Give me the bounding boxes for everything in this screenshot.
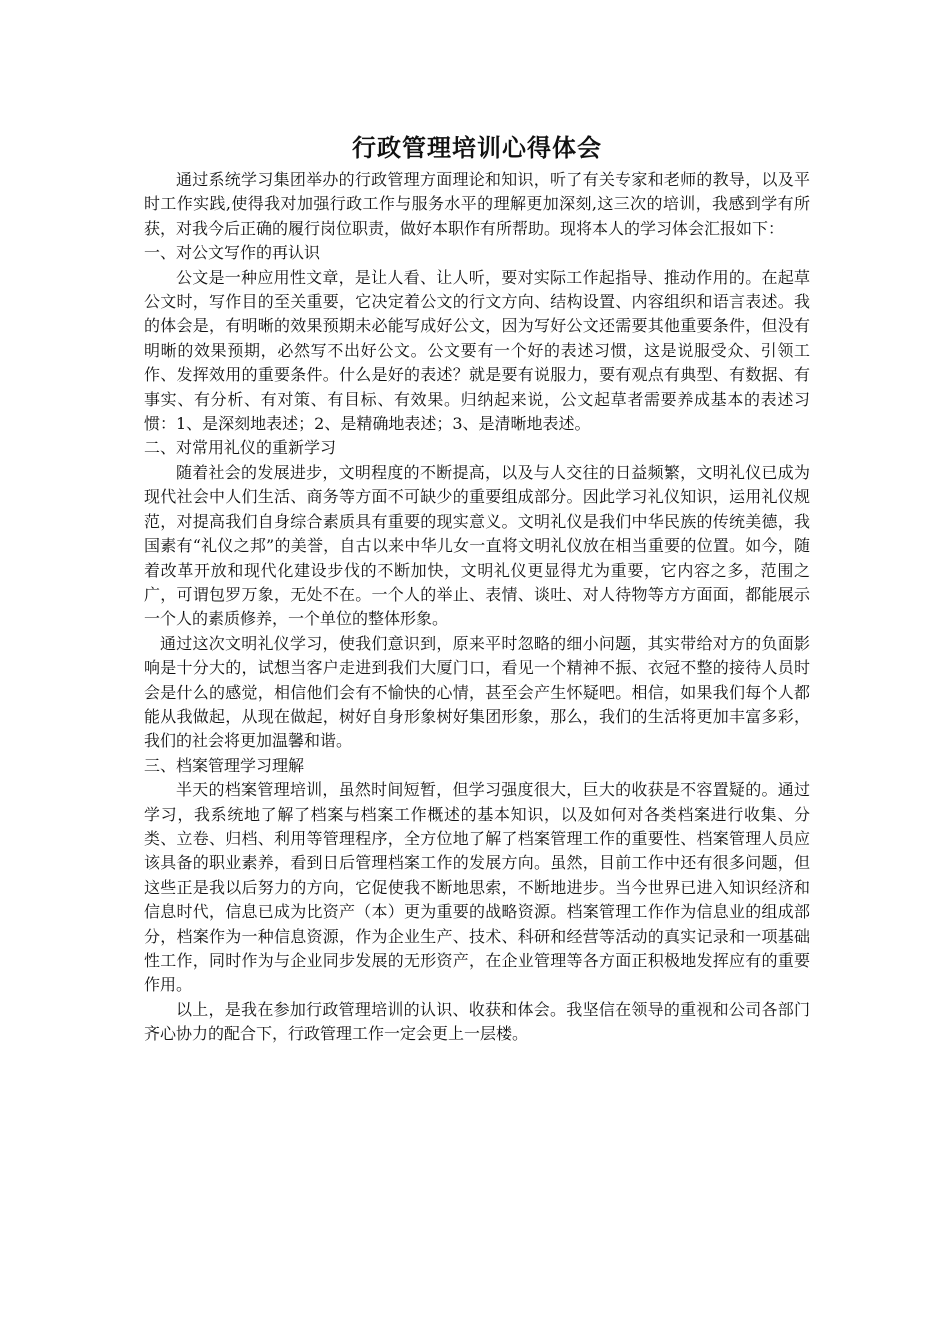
section-2-paragraph-2: 通过这次文明礼仪学习，使我们意识到，原来平时忽略的细小问题，其实带给对方的负面影响是十分大的，试想当客户走进到我们大厦门口，看见一个精神不振、衣冠不整的接待人员时会是什么的感觉，相信他们会有不愉快的心情，甚至会产生怀疑吧。相信，如果我们每个人都能从我做起，从现在做起，树好自身形象树好集团形象，那么，我们的生活将更加丰富多彩，我们的社会将更加温馨和谐。	[144, 633, 810, 751]
section-heading-1: 一、对公文写作的再认识	[144, 243, 321, 263]
conclusion-paragraph: 以上，是我在参加行政管理培训的认识、收获和体会。我坚信在领导的重视和公司各部门齐心协力的配合下，行政管理工作一定会更上一层楼。	[144, 999, 810, 1044]
document-page	[144, 128, 810, 1047]
section-3-paragraph-1: 半天的档案管理培训，虽然时间短暂，但学习强度很大，巨大的收获是不容置疑的。通过学习，我系统地了解了档案与档案工作概述的基本知识，以及如何对各类档案进行收集、分类、立卷、归档、利用等管理程序，全方位地了解了档案管理工作的重要性、档案管理人员应该具备的职业素养，看到日后管理档案工作的发展方向。虽然，目前工作中还有很多问题，但这些正是我以后努力的方向，它促使我不断地思索，不断地进步。当今世界已进入知识经济和信息时代，信息已成为比资产（本）更为重要的战略资源。档案管理工作作为信息业的组成部分，档案作为一种信息资源，作为企业生产、技术、科研和经营等活动的真实记录和一项基础性工作，同时作为与企业同步发展的无形资产，在企业管理等各方面正积极地发挥应有的重要作用。	[144, 780, 810, 995]
document-title: 行政管理培训心得体会	[352, 133, 602, 162]
intro-paragraph: 通过系统学习集团举办的行政管理方面理论和知识，听了有关专家和老师的教导，以及平时工作实践,使得我对加强行政工作与服务水平的理解更加深刻,这三次的培训，我感到学有所获，对我今后正确的履行岗位职责，做好本职作有所帮助。现将本人的学习体会汇报如下：	[144, 170, 810, 238]
section-2-paragraph-1: 随着社会的发展进步，文明程度的不断提高，以及与人交往的日益频繁，文明礼仪已成为现代社会中人们生活、商务等方面不可缺少的重要组成部分。因此学习礼仪知识，运用礼仪规范，对提高我们自身综合素质具有重要的现实意义。文明礼仪是我们中华民族的传统美德，我国素有“礼仪之邦”的美誉，自古以来中华儿女一直将文明礼仪放在相当重要的位置。如今，随着改革开放和现代化建设步伐的不断加快，文明礼仪更显得尤为重要，它内容之多，范围之广，可谓包罗万象，无处不在。一个人的举止、表情、谈吐、对人待物等方方面面，都能展示一个人的素质修养，一个单位的整体形象。	[144, 462, 810, 629]
section-heading-3: 三、档案管理学习理解	[144, 755, 305, 775]
section-1-paragraph-1: 公文是一种应用性文章，是让人看、让人听，要对实际工作起指导、推动作用的。在起草公文时，写作目的至关重要，它决定着公文的行文方向、结构设置、内容组织和语言表述。我的体会是，有明晰的效果预期未必能写成好公文，因为写好公文还需要其他重要条件，但没有明晰的效果预期，必然写不出好公文。公文要有一个好的表述习惯，这是说服受众、引领工作、发挥效用的重要条件。什么是好的表述？就是要有说服力，要有观点有典型、有数据、有事实、有分析、有对策、有目标、有效果。归纳起来说，公文起草者需要养成基本的表述习惯：1、是深刻地表述；2、是精确地表述；3、是清晰地表述。	[144, 267, 810, 434]
section-heading-2: 二、对常用礼仪的重新学习	[144, 438, 337, 458]
